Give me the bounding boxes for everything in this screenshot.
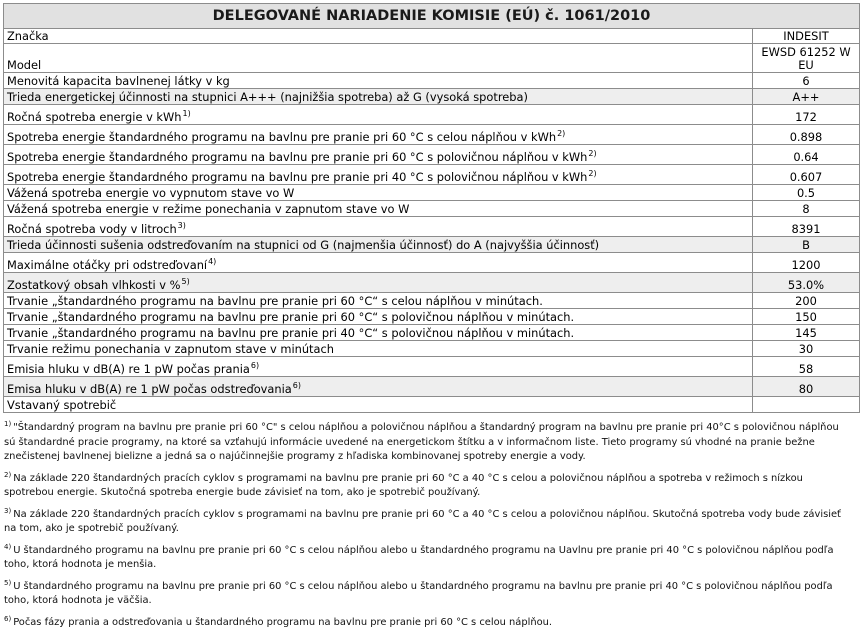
row-label-text: Značka xyxy=(7,29,49,43)
regulation-sheet xyxy=(3,3,859,413)
row-label-text: Trvanie „štandardného programu na bavlnu pre pranie pri 60 °C“ s celou náplňou v minútach. xyxy=(7,294,543,308)
row-value: 1200 xyxy=(753,253,860,273)
row-label xyxy=(4,73,753,89)
row-value: 0.64 xyxy=(753,145,860,165)
table-row xyxy=(4,217,860,237)
table-row xyxy=(4,44,860,73)
row-label xyxy=(4,201,753,217)
table-row xyxy=(4,397,860,413)
table-row xyxy=(4,357,860,377)
table-row xyxy=(4,145,860,165)
row-label-text: Menovitá kapacita bavlnenej látky v kg xyxy=(7,74,230,88)
footnote-ref: 2) xyxy=(557,129,566,138)
row-value: 6 xyxy=(753,73,860,89)
row-label xyxy=(4,44,753,73)
table-row xyxy=(4,253,860,273)
row-label xyxy=(4,273,753,293)
row-value: 8 xyxy=(753,201,860,217)
row-label-text: Emisia hluku v dB(A) re 1 pW počas prania xyxy=(7,362,250,376)
table-row xyxy=(4,29,860,44)
row-value: INDESIT xyxy=(753,29,860,44)
row-label-text: Trvanie „štandardného programu na bavlnu pre pranie pri 60 °C“ s polovičnou náplňou v minútach. xyxy=(7,310,575,324)
row-value: 0.5 xyxy=(753,185,860,201)
title-row xyxy=(4,4,860,29)
regulation-title: DELEGOVANÉ NARIADENIE KOMISIE (EÚ) č. 1061/2010 xyxy=(4,4,860,29)
row-label xyxy=(4,185,753,201)
table-row xyxy=(4,89,860,105)
row-label-text: Trieda energetickej účinnosti na stupnici A+++ (najnižšia spotreba) až G (vysoká spotreba) xyxy=(7,90,528,104)
footnote-ref: 1) xyxy=(182,109,191,118)
footnote-text: Počas fázy prania a odstreďovania u štandardného programu na bavlnu pre pranie pri 60 °C s celou náplňou. xyxy=(13,616,553,628)
row-value xyxy=(753,397,860,413)
footnote-ref: 2) xyxy=(588,149,597,158)
table-row xyxy=(4,377,860,397)
footnote-ref: 4) xyxy=(208,257,217,266)
row-label xyxy=(4,217,753,237)
row-label-text: Emisa hluku v dB(A) re 1 pW počas odstreďovania xyxy=(7,382,292,396)
row-label-text: Ročná spotreba energie v kWh xyxy=(7,110,182,124)
row-label-text: Spotreba energie štandardného programu na bavlnu pre pranie pri 60 °C s celou náplňou v kWh xyxy=(7,130,557,144)
footnote-ref: 6) xyxy=(250,361,260,370)
row-label xyxy=(4,253,753,273)
row-value: 30 xyxy=(753,341,860,357)
row-label-text: Trieda účinnosti sušenia odstreďovaním na stupnici od G (najmenšia účinnosť) do A (najvyššia účinnosť) xyxy=(7,238,600,252)
row-label-text: Vstavaný spotrebič xyxy=(7,398,117,412)
row-value: 172 xyxy=(753,105,860,125)
footnote-text: U štandardného programu na bavlnu pre pranie pri 60 °C s celou náplňou alebo u štandardného programu na Uavlnu pre pranie pri 40 °C s polovičnou náplňou podľa toho, ktorá hodnota je menšia. xyxy=(4,544,834,570)
footnote xyxy=(4,616,844,631)
row-label xyxy=(4,237,753,253)
footnote-text: Na základe 220 štandardných pracích cyklov s programami na bavlnu pre pranie pri 60 °C a 40 °C s celou a polovičnou náplňou a spotreba v režimoch s nízkou spotrebou energie. Skutočná spotreba energie bude závisieť na tom, ako je spotrebič používaný. xyxy=(4,472,803,498)
footnote-text: U štandardného programu na bavlnu pre pranie pri 60 °C s celou náplňou alebo u štandardného programu na bavlnu pre pranie pri 40 °C s polovičnou náplňou podľa toho, ktorá hodnota je väčšia. xyxy=(4,580,833,606)
row-value: 0.607 xyxy=(753,165,860,185)
footnote-marker: 2) xyxy=(4,470,12,479)
table-row xyxy=(4,125,860,145)
footnote-marker: 6) xyxy=(4,614,12,623)
table-row xyxy=(4,201,860,217)
row-label xyxy=(4,89,753,105)
table-row xyxy=(4,293,860,309)
footnote-ref: 3) xyxy=(177,221,186,230)
row-label-text: Zostatkový obsah vlhkosti v % xyxy=(7,278,181,292)
row-label xyxy=(4,397,753,413)
footnote-marker: 3) xyxy=(4,506,12,515)
row-value: 8391 xyxy=(753,217,860,237)
row-value: 80 xyxy=(753,377,860,397)
row-label xyxy=(4,29,753,44)
footnote-text: "Štandardný program na bavlnu pre pranie pri 60 °C" s celou náplňou a polovičnou náplňou a štandardný program na bavlnu pre pranie pri 40°C s polovičnou náplňou sú štandardné pracie programy, na ktoré sa vzťahujú informácie uvedené na energetickom štítku a v informačnom liste. Tieto programy sú vhodné na pranie bežne znečistenej bavlnenej bielizne a jedná sa o najúčinnejšie programy z hľadiska kombinovanej spotreby energie a vody. xyxy=(4,422,839,462)
row-label xyxy=(4,105,753,125)
row-label-text: Trvanie „štandardného programu na bavlnu pre pranie pri 40 °C“ s polovičnou náplňou v minútach. xyxy=(7,326,575,340)
row-label xyxy=(4,145,753,165)
row-label xyxy=(4,309,753,325)
row-label-text: Maximálne otáčky pri odstreďovaní xyxy=(7,258,208,272)
footnote xyxy=(4,472,844,501)
row-label-text: Vážená spotreba energie v režime ponechania v zapnutom stave vo W xyxy=(7,202,410,216)
footnote xyxy=(4,580,844,609)
row-label xyxy=(4,357,753,377)
row-label-text: Trvanie režimu ponechania v zapnutom stave v minútach xyxy=(7,342,334,356)
table-row xyxy=(4,309,860,325)
row-label-text: Spotreba energie štandardného programu na bavlnu pre pranie pri 60 °C s polovičnou náplňou v kWh xyxy=(7,150,588,164)
table-row xyxy=(4,273,860,293)
row-value: 58 xyxy=(753,357,860,377)
table-row xyxy=(4,325,860,341)
row-label xyxy=(4,325,753,341)
footnote-ref: 6) xyxy=(292,381,301,390)
footnote xyxy=(4,421,844,465)
row-value: B xyxy=(753,237,860,253)
row-label xyxy=(4,377,753,397)
footnote xyxy=(4,508,844,537)
footnote-text: Na základe 220 štandardných pracích cyklov s programami na bavlnu pre pranie pri 60 °C a 40 °C s celou a polovičnou náplňou. Skutočná spotreba vody bude závisieť na tom, ako je spotrebič používaný. xyxy=(4,508,841,534)
table-row xyxy=(4,185,860,201)
row-value: EWSD 61252 W EU xyxy=(753,44,860,73)
table-row xyxy=(4,237,860,253)
row-label xyxy=(4,293,753,309)
footnote-marker: 5) xyxy=(4,578,12,587)
row-value: A++ xyxy=(753,89,860,105)
row-label-text: Model xyxy=(7,58,42,72)
row-label-text: Vážená spotreba energie vo vypnutom stave vo W xyxy=(7,186,295,200)
table-row xyxy=(4,165,860,185)
row-value: 200 xyxy=(753,293,860,309)
table-row xyxy=(4,73,860,89)
row-label-text: Spotreba energie štandardného programu na bavlnu pre pranie pri 40 °C s polovičnou náplňou v kWh xyxy=(7,170,588,184)
row-value: 145 xyxy=(753,325,860,341)
row-value: 53.0% xyxy=(753,273,860,293)
table-body xyxy=(4,4,860,413)
row-value: 0.898 xyxy=(753,125,860,145)
row-label xyxy=(4,125,753,145)
footnote-marker: 4) xyxy=(4,542,12,551)
table-row xyxy=(4,341,860,357)
row-label xyxy=(4,165,753,185)
footnote-marker: 1) xyxy=(4,420,12,428)
footnotes xyxy=(4,421,844,637)
row-value: 150 xyxy=(753,309,860,325)
footnote xyxy=(4,544,844,573)
footnote-ref: 5) xyxy=(181,277,190,286)
row-label-text: Ročná spotreba vody v litroch xyxy=(7,222,177,236)
footnote-ref: 2) xyxy=(588,169,597,178)
table-row xyxy=(4,105,860,125)
row-label xyxy=(4,341,753,357)
energy-label-table xyxy=(3,3,860,413)
